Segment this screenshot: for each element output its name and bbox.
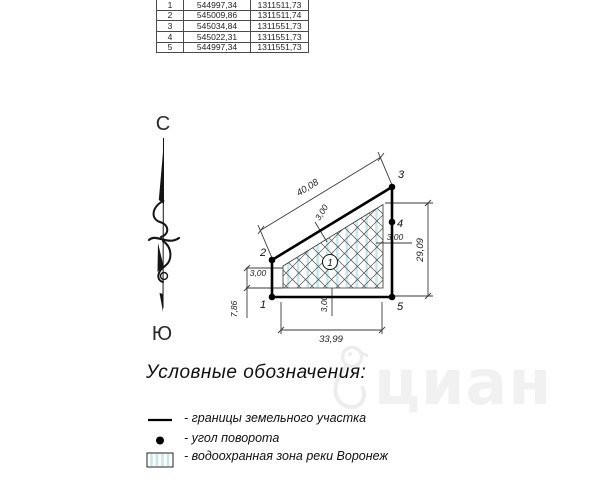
point-4-dot	[389, 219, 396, 226]
turning-point-icon	[156, 437, 164, 445]
north-label: С	[155, 113, 171, 135]
dim-offset-top: 3,00	[312, 202, 331, 223]
x-coordinate-cell: 544997,34	[184, 0, 251, 10]
point-2-dot	[269, 257, 276, 264]
x-coordinate-cell: 545009,86	[184, 10, 251, 21]
x-coordinate-cell: 545034,84	[184, 21, 251, 32]
point-number-cell: 4	[157, 32, 184, 43]
point-number-cell: 1	[157, 0, 184, 10]
dim-offset-left: 3,00	[249, 268, 267, 278]
y-coordinate-cell: 1311511,74	[251, 10, 309, 21]
y-coordinate-cell: 1311551,73	[251, 21, 309, 32]
legend-item-turning-point: - угол поворота	[184, 431, 280, 445]
parcel-number-badge	[323, 255, 338, 270]
vertex-label-3: 3	[397, 169, 405, 181]
legend-item-water-zone: - водоохранная зона реки Воронеж	[184, 449, 389, 463]
point-number-cell: 3	[157, 21, 184, 32]
point-1-dot	[269, 294, 276, 301]
vertex-label-1: 1	[259, 299, 267, 311]
parcel-number: 1	[327, 258, 333, 269]
dim-edge-2-3: 40,08	[294, 176, 321, 199]
vertex-label-5: 5	[396, 301, 404, 313]
point-5-dot	[389, 294, 396, 301]
dim-offset-bottom: 3,00	[319, 295, 329, 313]
y-coordinate-cell: 1311511,73	[251, 0, 309, 10]
point-number-cell: 5	[157, 42, 184, 53]
y-coordinate-cell: 1311551,73	[251, 32, 309, 43]
water-protection-hatch-icon	[147, 453, 173, 467]
water-protection-zone-hatch	[283, 202, 383, 289]
x-coordinate-cell: 545022,31	[184, 32, 251, 43]
x-coordinate-cell: 544997,34	[184, 42, 251, 53]
point-3-dot	[389, 184, 396, 191]
dim-left-lower: 7,86	[229, 300, 239, 318]
compass-needle-icon	[149, 138, 179, 312]
dim-offset-right: 3,00	[386, 232, 404, 242]
dim-edge-bottom: 33,99	[319, 334, 343, 345]
legend-item-boundary: - границы земельного участка	[184, 411, 367, 425]
legend-title: Условные обозначения:	[146, 362, 367, 383]
watermark: циан	[374, 346, 553, 419]
compass	[149, 113, 179, 345]
y-coordinate-cell: 1311551,73	[251, 42, 309, 53]
vertex-label-4: 4	[396, 218, 404, 230]
parcel-diagram	[229, 152, 433, 345]
south-label: Ю	[151, 323, 173, 345]
point-number-cell: 2	[157, 10, 184, 21]
legend-symbols	[147, 420, 173, 467]
vertex-label-2: 2	[259, 247, 267, 259]
dim-edge-3-5: 29,09	[415, 238, 426, 262]
